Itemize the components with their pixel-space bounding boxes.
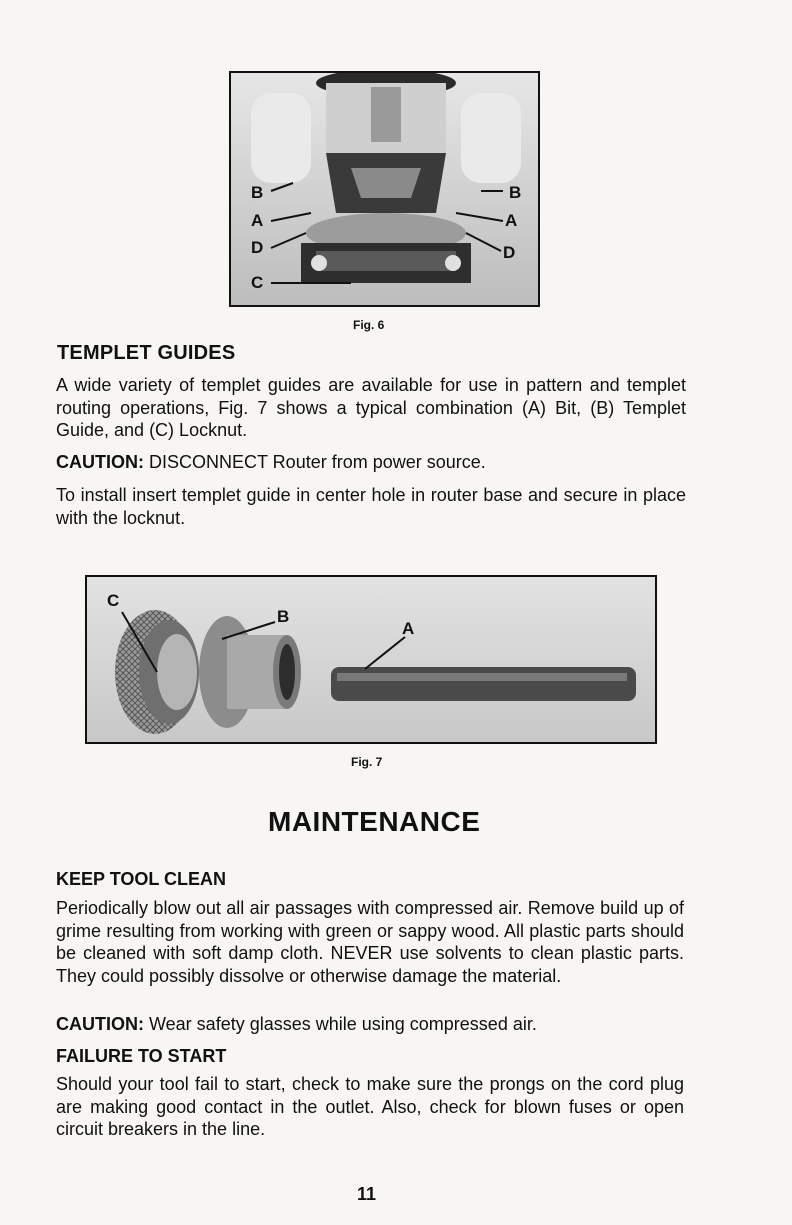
caution-text-2: Wear safety glasses while using compressed air.	[144, 1014, 537, 1034]
maintenance-title: MAINTENANCE	[268, 806, 481, 837]
fig7-label-c: C	[107, 591, 120, 610]
failure-to-start-heading: FAILURE TO START	[56, 1046, 227, 1066]
fig7-caption: Fig. 7	[351, 755, 383, 769]
caution-label: CAUTION:	[56, 452, 144, 472]
failure-to-start-paragraph: Should your tool fail to start, check to make sure the prongs on the cord plug are making good contact in the outlet. Also, check for blown fuses or open circuit breakers in the line.	[56, 1074, 684, 1139]
keep-tool-clean-heading: KEEP TOOL CLEAN	[56, 869, 227, 889]
templet-paragraph: A wide variety of templet guides are available for use in pattern and templet routing operations, Fig. 7 shows a typical combination (A) Bit, (B) Templet Guide, and (C) Locknut.	[56, 375, 686, 440]
fig7-photo	[85, 575, 657, 744]
templet-caution	[56, 451, 686, 474]
templet-guides-heading: TEMPLET GUIDES	[57, 342, 236, 364]
fig7-label-b: B	[277, 607, 290, 626]
caution-text: DISCONNECT Router from power source.	[144, 452, 486, 472]
page-number: 11	[357, 1184, 377, 1204]
fig6-label-a-left: A	[251, 211, 264, 230]
maintenance-caution	[56, 1013, 684, 1036]
fig6-label-c-left: C	[251, 273, 264, 292]
keep-tool-clean-paragraph: Periodically blow out all air passages with compressed air. Remove build up of grime resulting from working with green or sappy wood. All plastic parts should be cleaned with soft damp cloth. NEVER use solvents to clean plastic parts. They could possibly dissolve or otherwise damage the material.	[56, 898, 684, 986]
install-paragraph: To install insert templet guide in center hole in router base and secure in place with the locknut.	[56, 485, 686, 528]
fig6-label-d-left: D	[251, 238, 264, 257]
caution-label-2: CAUTION:	[56, 1014, 144, 1034]
fig6-label-a-right: A	[505, 211, 518, 230]
fig7-label-a: A	[402, 619, 415, 638]
fig6-photo	[229, 71, 540, 307]
router-base-illustration	[231, 73, 538, 305]
fig6-label-b-right: B	[509, 183, 522, 202]
templet-guide-illustration	[87, 577, 655, 742]
fig6-label-d-right: D	[503, 243, 516, 262]
fig6-label-b-left: B	[251, 183, 264, 202]
fig6-caption: Fig. 6	[353, 318, 385, 332]
